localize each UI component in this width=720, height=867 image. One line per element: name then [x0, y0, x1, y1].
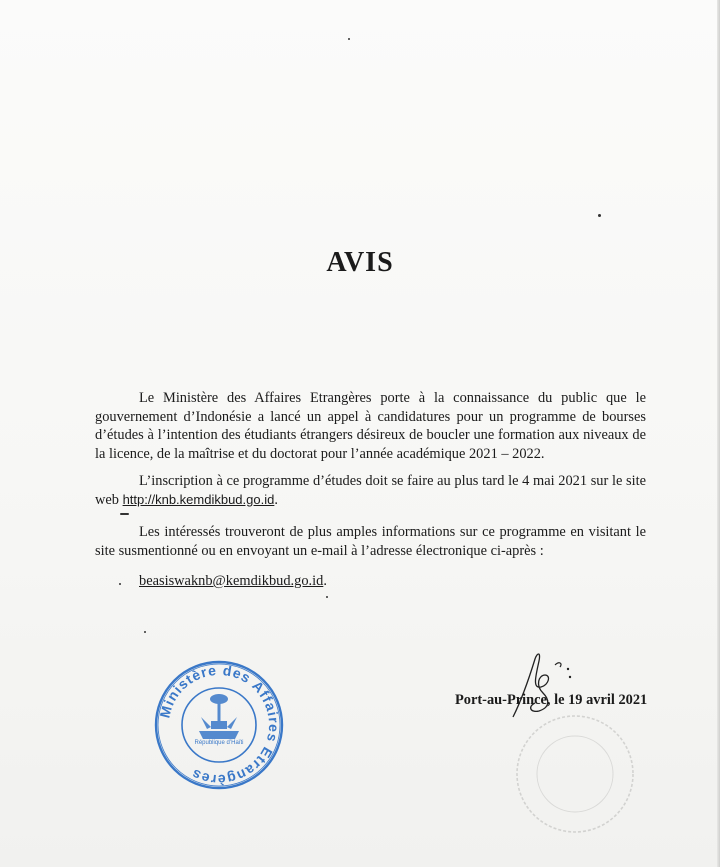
- svg-text:Ministère des Affaires Etrangè: [156, 662, 282, 788]
- email-link[interactable]: beasiswaknb@kemdikbud.go.id: [139, 573, 324, 589]
- stamp-ring-label: Ministère des Affaires Etrangères: [156, 661, 283, 789]
- scan-speck: [144, 631, 146, 633]
- page-title: AVIS: [326, 247, 394, 278]
- email-period: .: [323, 573, 327, 589]
- scan-speck: [348, 38, 350, 40]
- paragraph-registration: [95, 472, 646, 509]
- email-line: [139, 572, 439, 591]
- registration-period: .: [274, 491, 278, 508]
- stamp-inner-label: République d’Haïti: [194, 740, 244, 746]
- paragraph-announcement: Le Ministère des Affaires Etrangères porte à la connaissance du public que le gouvernement d’Indonésie a lancé un appel à candidatures pour un programme de bourses d’études à l’intention des étudiants étrangers désireux de boucler une formation aux niveaux de la licence, de la maîtrise et du doctorat pour l’année académique 2021 – 2022.: [95, 390, 646, 462]
- scan-speck: [120, 513, 129, 515]
- paragraph-information: Les intéressés trouveront de plus amples informations sur ce programme en visitant le site susmentionné ou en envoyant un e-mail à l’adresse électronique ci-après :: [95, 524, 646, 559]
- stamp-ring-text-svg: [151, 657, 287, 793]
- scan-speck: [598, 214, 601, 217]
- signoff-place-date: Port-au-Prince, le 19 avril 2021: [455, 692, 648, 708]
- registration-text: L’inscription à ce programme d’études doit se faire au plus tard le 4 mai 2021 sur le site web: [95, 473, 646, 508]
- stamp-ring-text: [151, 657, 287, 793]
- faint-stamp-imprint: [513, 712, 637, 836]
- scan-speck: [326, 596, 328, 598]
- scan-speck: [119, 583, 121, 585]
- website-link[interactable]: http://knb.kemdikbud.go.id: [122, 491, 275, 507]
